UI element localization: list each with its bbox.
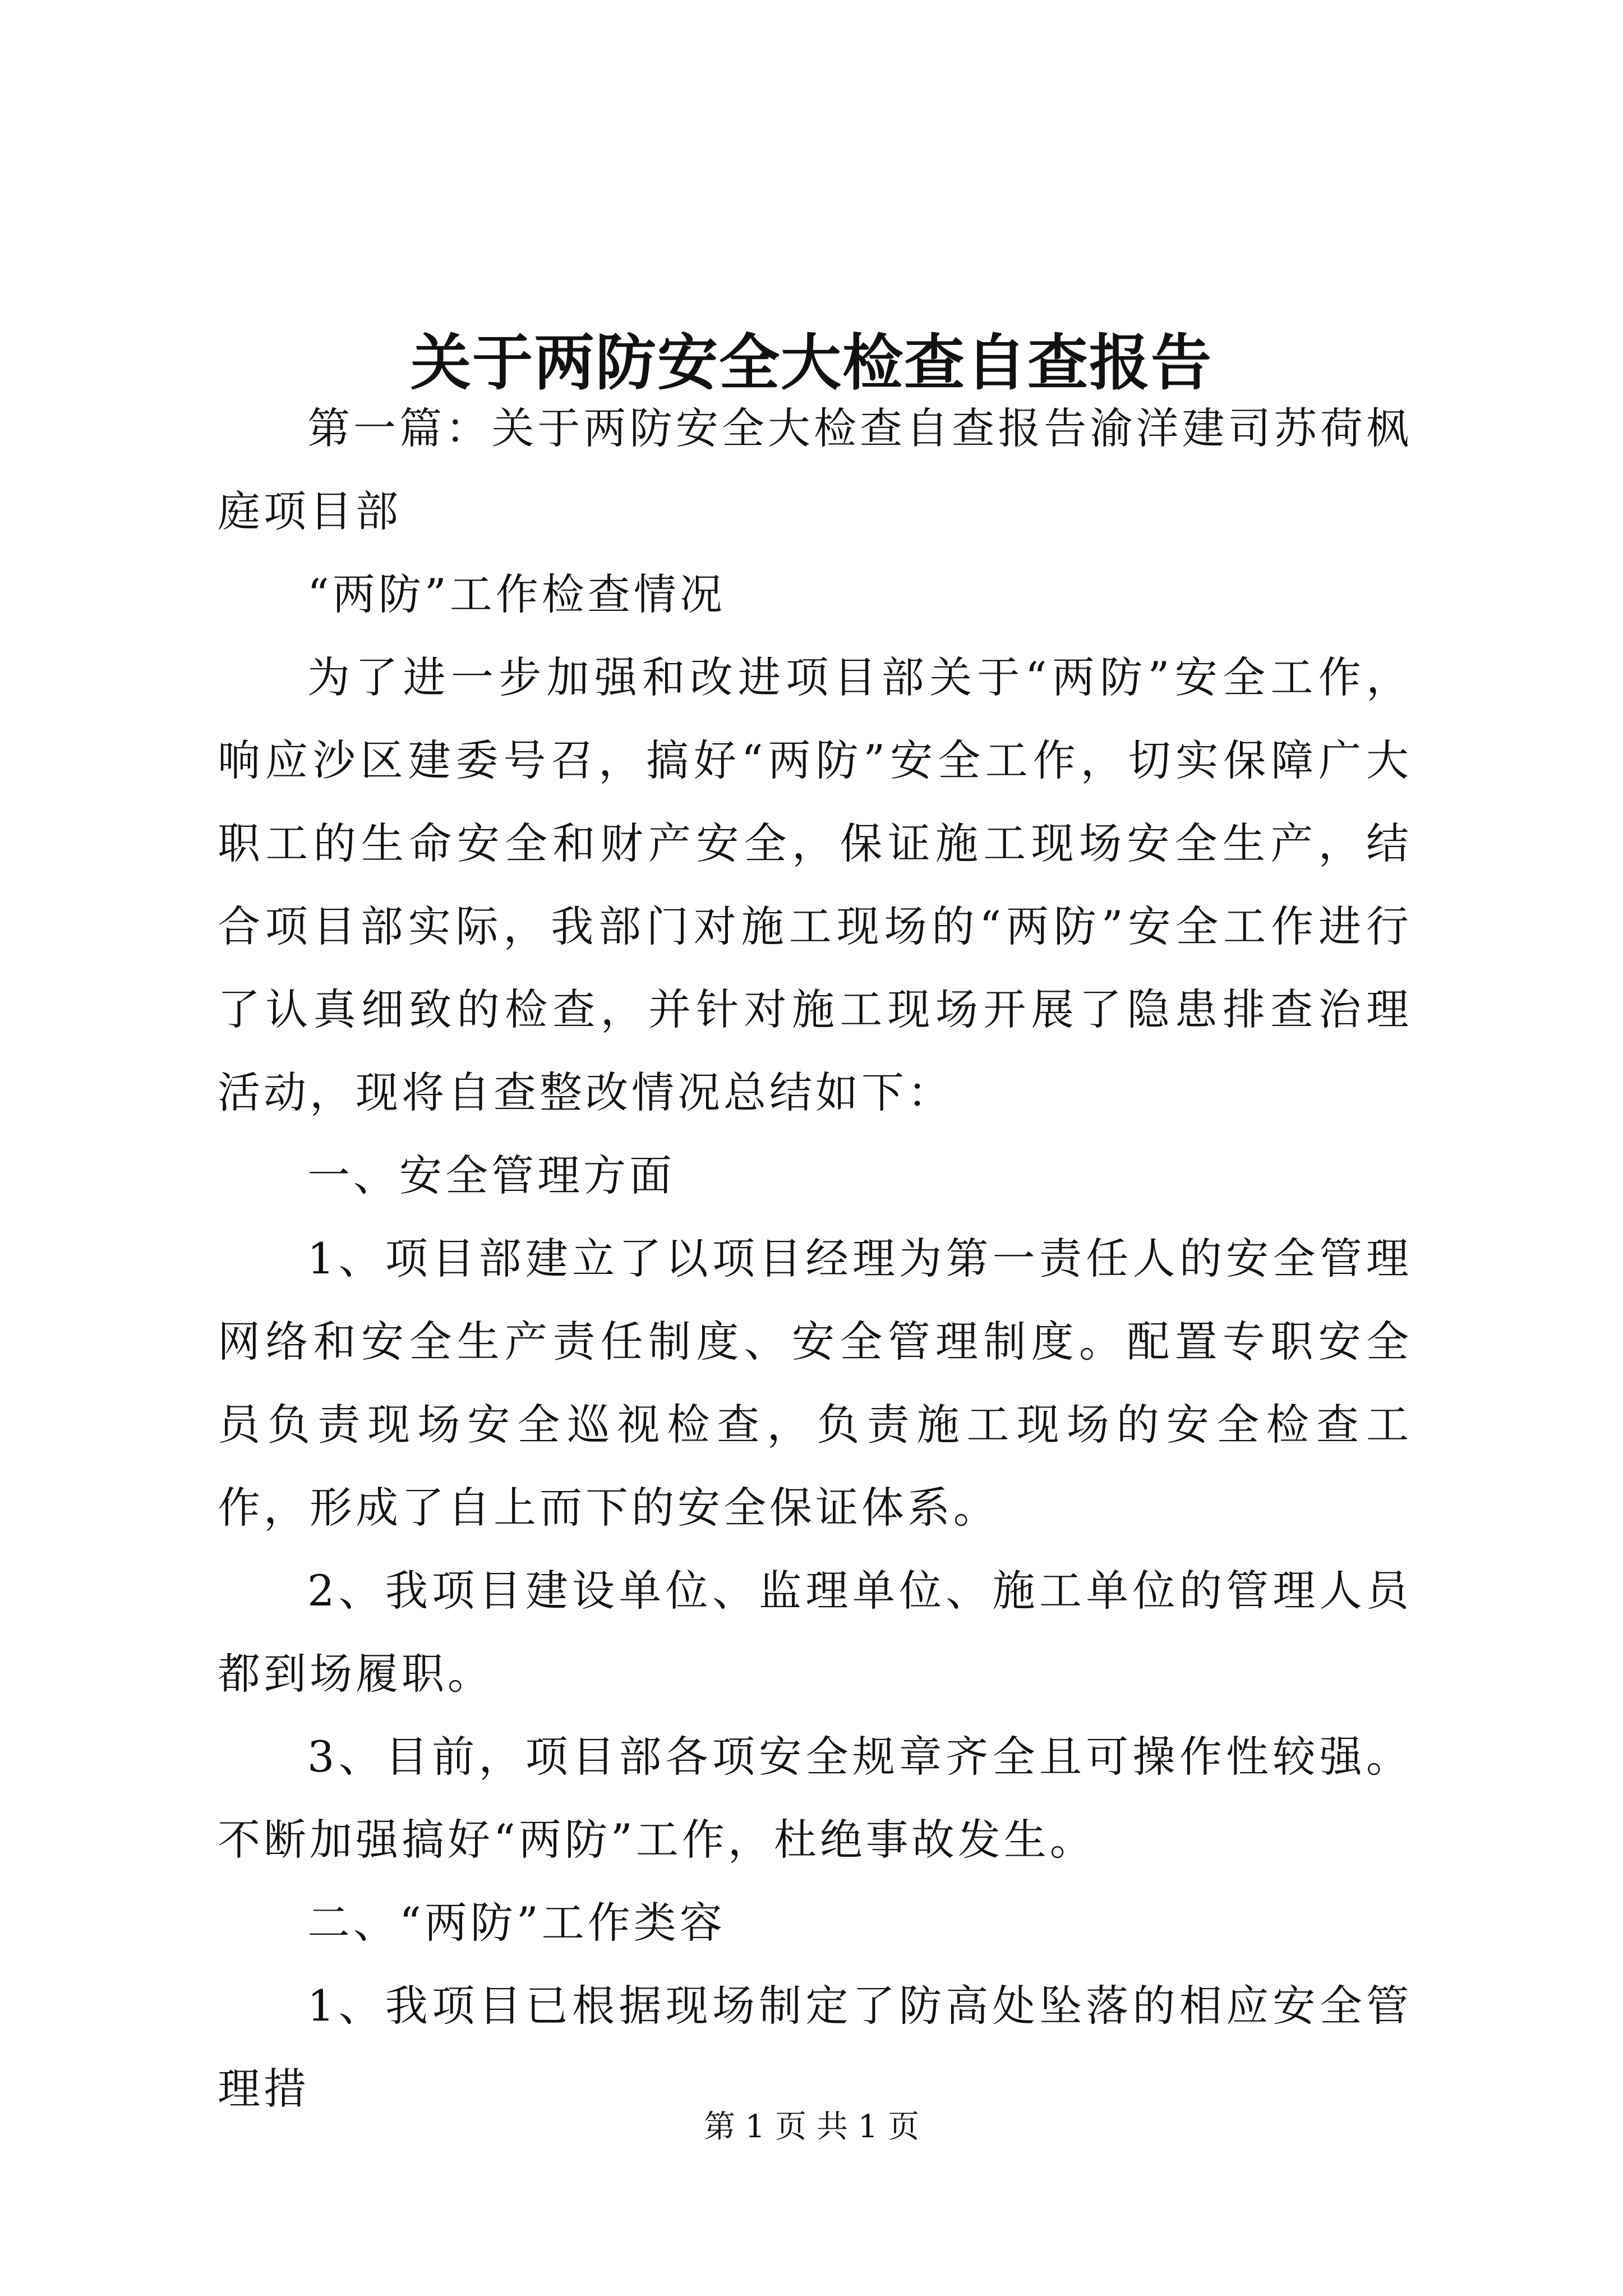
section-heading: 一、安全管理方面 xyxy=(307,1151,675,1200)
body-paragraph: “两防”工作检查情况 xyxy=(307,569,726,619)
body-paragraph: 1、我项目已根据现场制定了防高处坠落的相应安全管理措 xyxy=(218,1981,1412,2114)
section-heading: 二、“两防”工作类容 xyxy=(307,1898,726,1948)
body-paragraph: 3、目前，项目部各项安全规章齐全且可操作性较强。不断加强搞好“两防”工作，杜绝事故发生。 xyxy=(218,1732,1412,1865)
body-paragraph: 1、项目部建立了以项目经理为第一责任人的安全管理网络和安全生产责任制度、安全管理制度。配置专职安全员负责现场安全巡视检查，负责施工现场的安全检查工作，形成了自上而下的安全保证体系。 xyxy=(218,1234,1412,1533)
document-title: 关于两防安全大检查自查报告 xyxy=(410,328,1212,399)
document-body xyxy=(218,387,1412,2131)
page-footer: 第 1 页 共 1 页 xyxy=(703,2109,920,2145)
body-paragraph: 为了进一步加强和改进项目部关于“两防”安全工作，响应沙区建委号召，搞好“两防”安全工作，切实保障广大职工的生命安全和财产安全，保证施工现场安全生产，结合项目部实际，我部门对施工现场的“两防”安全工作进行了认真细致的检查，并针对施工现场开展了隐患排查治理活动，现将自查整改情况总结如下： xyxy=(218,652,1412,1117)
body-paragraph: 2、我项目建设单位、监理单位、施工单位的管理人员都到场履职。 xyxy=(218,1566,1412,1699)
body-paragraph: 第一篇：关于两防安全大检查自查报告渝洋建司苏荷枫庭项目部 xyxy=(218,403,1412,536)
